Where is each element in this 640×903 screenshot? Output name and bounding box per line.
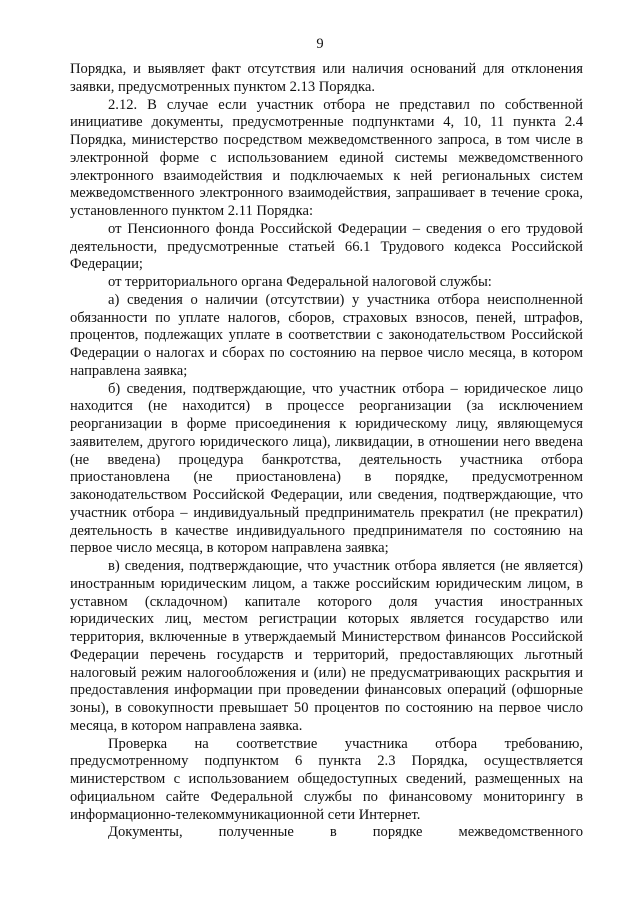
paragraph-tax-service: от территориального органа Федеральной налоговой службы:	[108, 274, 492, 290]
paragraph-continuation: Порядка, и выявляет факт отсутствия или наличия оснований для отклонения заявки, предусмотренных пунктом 2.13 Порядка.	[70, 61, 583, 95]
page-number: 9	[316, 36, 324, 52]
paragraph-documents: Документы, полученные в порядке межведомственного	[108, 824, 583, 841]
paragraph-item-b: б) сведения, подтверждающие, что участник отбора – юридическое лицо находится (не находится) в процессе реорганизации (за исключением реорганизации в форме присоединения к юридическому лицу, являющемуся заявителем, другого юридического лица), ликвидации, в отношении него введена (не введена) процедура банкротства, деятельность участника отбора приостановлена (не приостановлена) в порядке, предусмотренном законодательством Российской Федерации, или сведения, подтверждающие, что участник отбора – индивидуальный предприниматель прекратил (не прекратил) деятельность в качестве индивидуального предпринимателя по состоянию на первое число месяца, в котором направлена заявка;	[70, 380, 583, 557]
paragraph-verification: Проверка на соответствие участника отбора требованию, предусмотренному подпунктом 6 пункта 2.3 Порядка, осуществляется министерством с использованием общедоступных сведений, размещенных на официальном сайте Федеральной службы по финансовому мониторингу в информационно-телекоммуникационной сети Интернет.	[70, 735, 583, 823]
paragraph-pension-fund: от Пенсионного фонда Российской Федерации – сведения о его трудовой деятельности, предусмотренные статьей 66.1 Трудового кодекса Российской Федерации;	[70, 220, 583, 273]
paragraph-item-a: а) сведения о наличии (отсутствии) у участника отбора неисполненной обязанности по уплате налогов, сборов, страховых взносов, пеней, штрафов, процентов, подлежащих уплате в соответствии с законодательством Российской Федерации о налогах и сборах по состоянию на первое число месяца, в котором направлена заявка;	[70, 291, 583, 379]
paragraph-2-12: 2.12. В случае если участник отбора не представил по собственной инициативе документы, предусмотренные подпунктами 4, 10, 11 пункта 2.4 Порядка, министерство посредством межведомственного запроса, в том числе в электронной форме с использованием единой системы межведомственного электронного взаимодействия и подключаемых к ней региональных систем межведомственного электронного взаимодействия, запрашивает в течение срока, установленного пунктом 2.11 Порядка:	[70, 96, 583, 219]
paragraph-item-v: в) сведения, подтверждающие, что участник отбора является (не является) иностранным юридическим лицом, а также российским юридическим лицом, в уставном (складочном) капитале которого доля участия иностранных юридических лиц, местом регистрации которых является государство или территория, включенные в утверждаемый Министерством финансов Российской Федерации перечень государств и территорий, предоставляющих льготный налоговый режим налогообложения и (или) не предусматривающих раскрытия и предоставления информации при проведении финансовых операций (офшорные зоны), в совокупности превышает 50 процентов по состоянию на первое число месяца, в котором направлена заявка.	[70, 558, 583, 734]
document-body	[70, 61, 583, 842]
